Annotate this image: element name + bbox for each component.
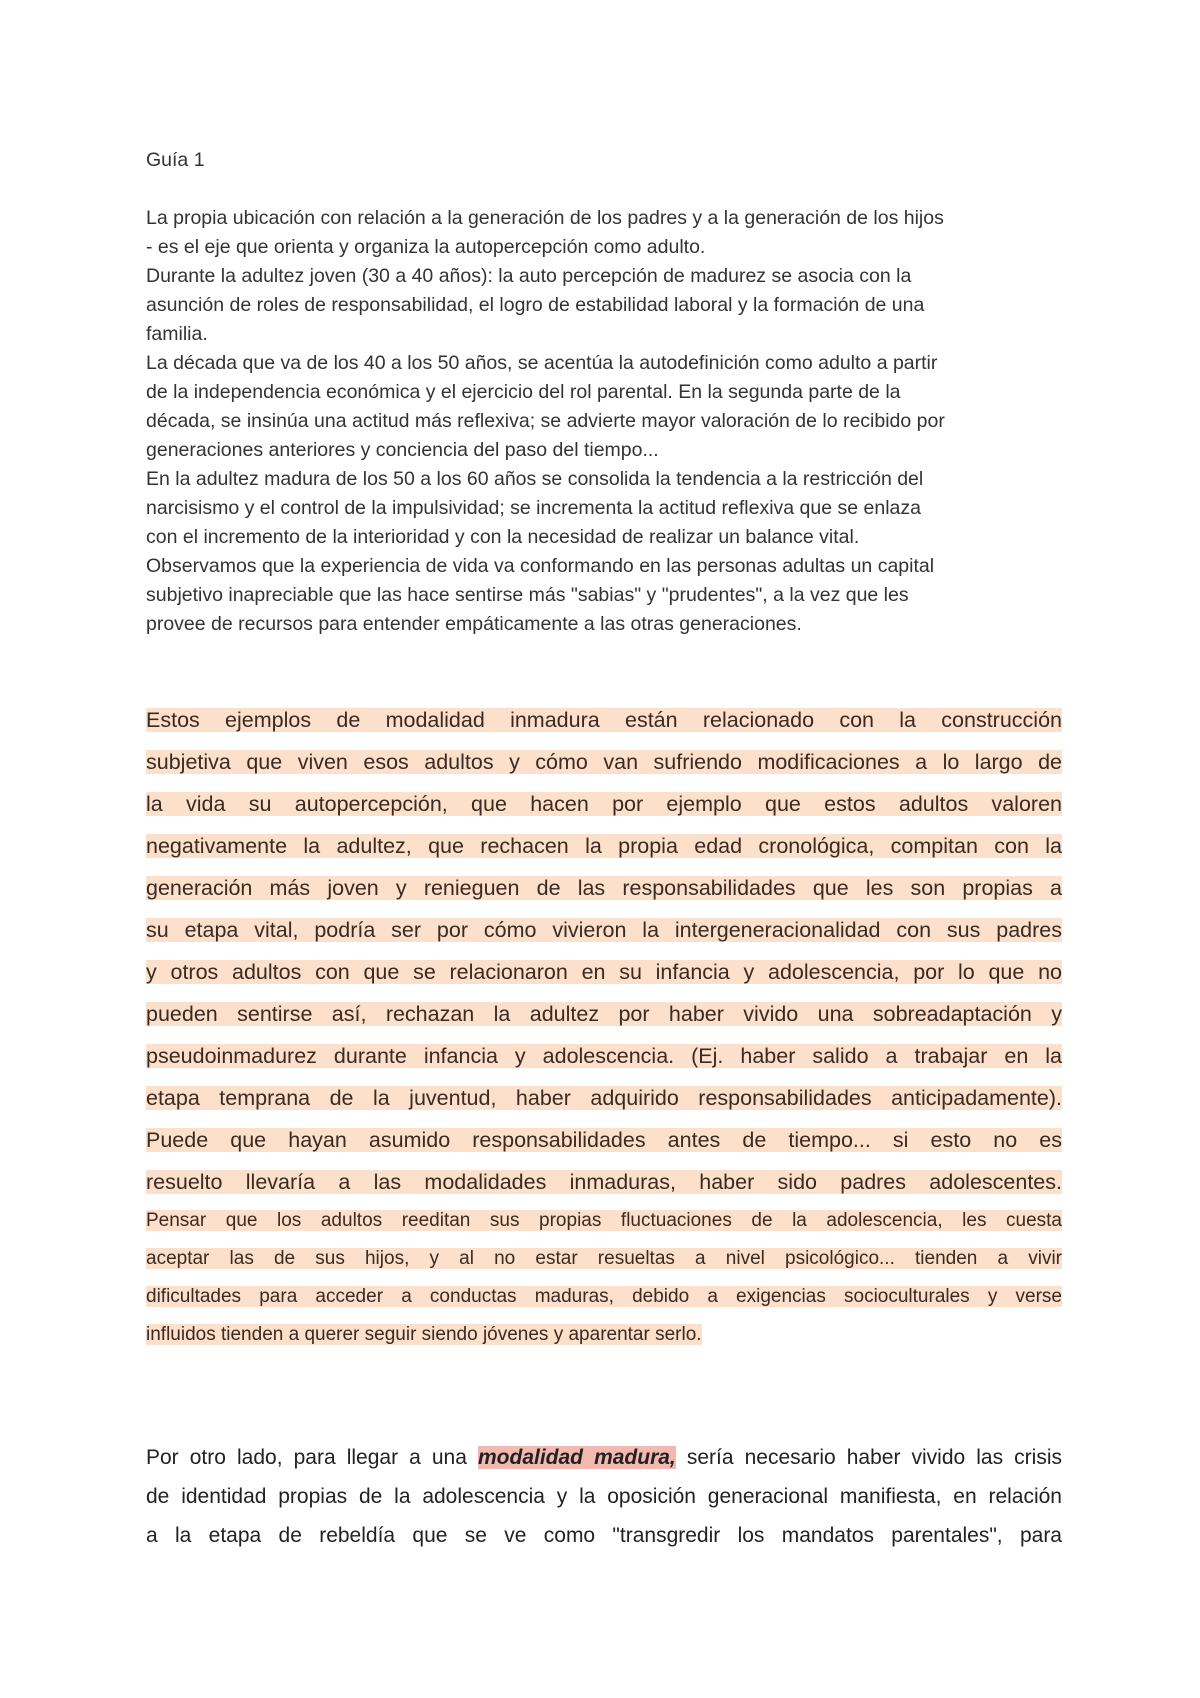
closing-line: a la etapa de rebeldía que se ve como "transgredir los mandatos parentales", para [146,1524,1062,1547]
highlighted-line: resuelto llevaría a las modalidades inmaduras, haber sido padres adolescentes. [146,1170,1062,1194]
intro-line: Observamos que la experiencia de vida va conformando en las personas adultas un capital [146,555,935,577]
intro-line: Durante la adultez joven (30 a 40 años): la auto percepción de madurez se asocia con la [146,265,912,287]
intro-line: La propia ubicación con relación a la generación de los padres y a la generación de los hijos [146,207,944,229]
intro-line: de la independencia económica y el ejercicio del rol parental. En la segunda parte de la [146,381,901,403]
highlighted-line: negativamente la adultez, que rechacen la propia edad cronológica, compitan con la [146,834,1062,858]
intro-line: subjetivo inapreciable que las hace sentirse más "sabias" y "prudentes", a la vez que les [146,584,909,606]
intro-line: provee de recursos para entender empáticamente a las otras generaciones. [146,613,802,635]
highlighted-line: dificultades para acceder a conductas maduras, debido a exigencias socioculturales y verse [146,1286,1062,1307]
highlighted-line: Estos ejemplos de modalidad inmadura están relacionado con la construcción [146,708,1062,732]
intro-line: narcisismo y el control de la impulsividad; se incrementa la actitud reflexiva que se enlaza [146,497,921,519]
highlighted-line: Puede que hayan asumido responsabilidades antes de tiempo... si esto no es [146,1128,1062,1152]
intro-line: generaciones anteriores y conciencia del paso del tiempo... [146,439,659,461]
highlighted-line: etapa temprana de la juventud, haber adquirido responsabilidades anticipadamente). [146,1086,1062,1110]
intro-line: - es el eje que orienta y organiza la autopercepción como adulto. [146,236,706,258]
title-text: Guía 1 [146,149,205,171]
intro-line: familia. [146,323,208,345]
closing-line: Por otro lado, para llegar a una modalidad madura, sería necesario haber vivido las crisis [146,1446,1062,1469]
highlighted-line: influidos tienden a querer seguir siendo jóvenes y aparentar serlo. [146,1324,702,1345]
highlighted-line: pseudoinmadurez durante infancia y adolescencia. (Ej. haber salido a trabajar en la [146,1044,1062,1068]
intro-line: asunción de roles de responsabilidad, el logro de estabilidad laboral y la formación de una [146,294,925,316]
highlighted-line: subjetiva que viven esos adultos y cómo van sufriendo modificaciones a lo largo de [146,750,1062,774]
intro-line: La década que va de los 40 a los 50 años, se acentúa la autodefinición como adulto a partir [146,352,938,374]
intro-line: En la adultez madura de los 50 a los 60 años se consolida la tendencia a la restricción del [146,468,924,490]
highlighted-line: su etapa vital, podría ser por cómo vivieron la intergeneracionalidad con sus padres [146,918,1062,942]
highlighted-line: generación más joven y renieguen de las responsabilidades que les son propias a [146,876,1062,900]
highlighted-line: aceptar las de sus hijos, y al no estar resueltas a nivel psicológico... tienden a vivir [146,1248,1062,1269]
highlighted-line: pueden sentirse así, rechazan la adultez por haber vivido una sobreadaptación y [146,1002,1062,1026]
highlighted-line: y otros adultos con que se relacionaron en su infancia y adolescencia, por lo que no [146,960,1062,984]
closing-line: de identidad propias de la adolescencia y la oposición generacional manifiesta, en relación [146,1485,1062,1508]
highlighted-line: Pensar que los adultos reeditan sus propias fluctuaciones de la adolescencia, les cuesta [146,1210,1062,1231]
intro-line: década, se insinúa una actitud más reflexiva; se advierte mayor valoración de lo recibido por [146,410,945,432]
highlighted-line: la vida su autopercepción, que hacen por ejemplo que estos adultos valoren [146,792,1062,816]
page-title [146,146,1062,175]
highlighted-term: modalidad madura, [478,1446,676,1469]
intro-line: con el incremento de la interioridad y con la necesidad de realizar un balance vital. [146,526,860,548]
